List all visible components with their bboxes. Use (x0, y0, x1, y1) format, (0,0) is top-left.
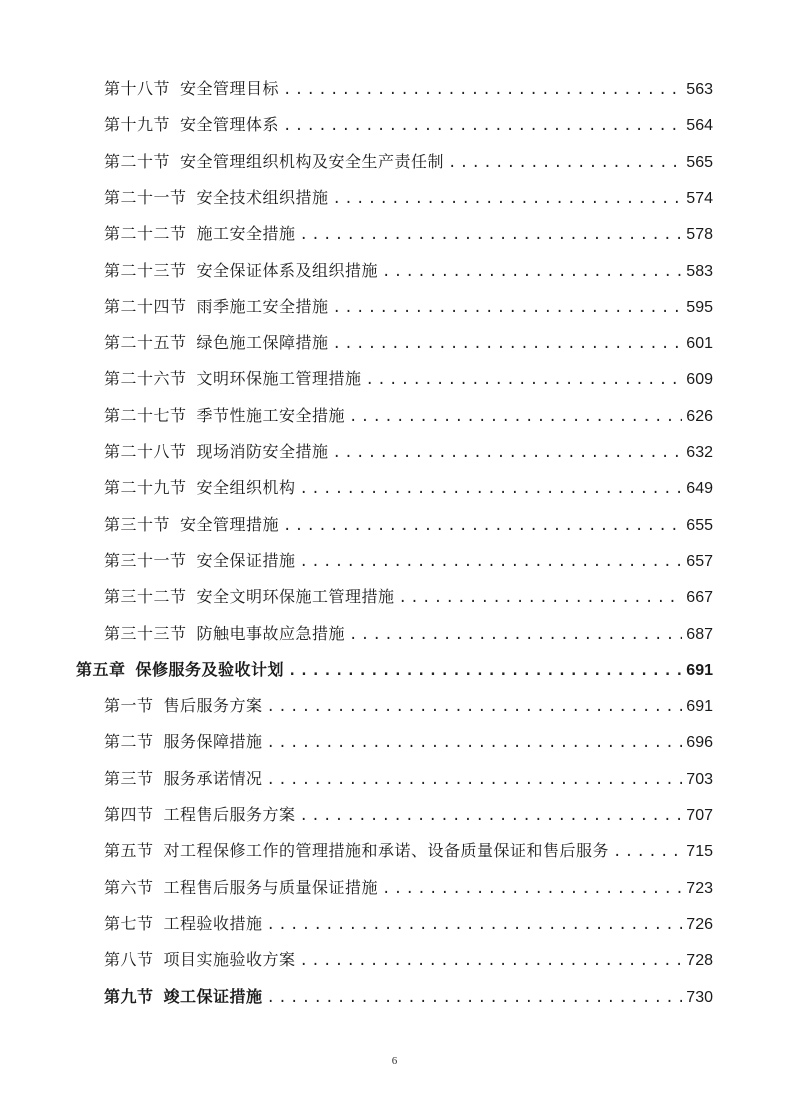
toc-section-entry[interactable] (104, 797, 713, 833)
toc-section-entry[interactable] (104, 906, 713, 942)
toc-entry-number: 第三十二节 (104, 587, 187, 607)
toc-entry-title: 安全管理组织机构及安全生产责任制 (180, 151, 445, 171)
toc-dot-leader (349, 399, 682, 434)
toc-dot-leader (267, 689, 683, 724)
toc-dot-leader (300, 544, 683, 579)
toc-entry-title: 安全管理目标 (180, 79, 280, 98)
toc-entry-number: 第七节 (104, 913, 154, 933)
toc-entry-number: 第三十三节 (104, 623, 187, 643)
toc-entry-page: 609 (686, 371, 713, 389)
toc-entry-title: 售后服务方案 (163, 696, 263, 716)
toc-entry-title: 工程验收措施 (163, 913, 263, 933)
toc-entry-page: 595 (686, 298, 713, 316)
toc-entry-number: 第二十七节 (104, 405, 187, 425)
toc-dot-leader (300, 471, 683, 506)
toc-entry-number: 第四节 (104, 805, 154, 824)
toc-dot-leader (333, 290, 683, 325)
toc-section-entry[interactable] (104, 543, 713, 579)
toc-entry-page: 565 (686, 153, 713, 171)
toc-entry-number: 第二十八节 (104, 442, 187, 461)
toc-entry-page: 728 (686, 952, 713, 970)
toc-dot-leader (267, 725, 683, 760)
toc-section-entry[interactable] (104, 398, 713, 434)
toc-entry-page: 715 (686, 843, 713, 861)
toc-entry-page: 667 (686, 589, 713, 607)
toc-entry-page: 723 (686, 879, 713, 897)
toc-entry-title: 安全管理措施 (180, 514, 280, 534)
toc-entry-page: 696 (686, 734, 713, 752)
toc-entry-title: 雨季施工安全措施 (196, 296, 329, 316)
toc-entry-title: 对工程保修工作的管理措施和承诺、设备质量保证和售后服务 (163, 841, 610, 861)
toc-entry-number: 第二十九节 (104, 478, 187, 498)
toc-entry-title: 工程售后服务与质量保证措施 (163, 877, 379, 897)
toc-entry-page: 574 (686, 189, 713, 207)
toc-section-entry[interactable] (104, 616, 713, 652)
toc-dot-leader (333, 435, 683, 470)
toc-dot-leader (333, 326, 683, 361)
toc-section-entry[interactable] (104, 870, 713, 906)
toc-dot-leader (300, 217, 683, 252)
toc-chapter-entry[interactable] (76, 652, 713, 688)
toc-section-entry[interactable] (104, 107, 713, 143)
toc-dot-leader (288, 653, 682, 688)
toc-entry-number: 第十九节 (104, 115, 171, 135)
toc-entry-page: 726 (686, 915, 713, 933)
toc-entry-number: 第二节 (104, 732, 154, 752)
toc-entry-page: 657 (686, 552, 713, 570)
toc-entry-title: 服务承诺情况 (163, 768, 263, 788)
toc-section-entry[interactable] (104, 761, 713, 797)
toc-dot-leader (300, 943, 683, 978)
toc-section-entry[interactable] (104, 579, 713, 615)
toc-entry-number: 第二十四节 (104, 296, 187, 316)
toc-entry-page: 703 (686, 770, 713, 788)
toc-entry-page: 687 (686, 625, 713, 643)
toc-entry-title: 安全文明环保施工管理措施 (196, 587, 395, 607)
toc-entry-page: 564 (686, 117, 713, 135)
toc-entry-number: 第九节 (104, 986, 154, 1006)
toc-section-entry[interactable] (104, 724, 713, 760)
toc-section-entry[interactable] (104, 325, 713, 361)
toc-entry-title: 防触电事故应急措施 (196, 623, 346, 643)
toc-entry-page: 649 (686, 480, 713, 498)
page-number: 6 (391, 1055, 398, 1067)
toc-entry-page: 583 (686, 262, 713, 280)
toc-entry-number: 第三节 (104, 768, 154, 788)
toc-entry-title: 现场消防安全措施 (196, 442, 329, 461)
toc-dot-leader (267, 907, 683, 942)
toc-entry-number: 第五章 (76, 659, 126, 679)
toc-dot-leader (283, 108, 682, 143)
toc-entry-number: 第十八节 (104, 79, 171, 98)
toc-dot-leader (349, 617, 682, 652)
toc-entry-title: 文明环保施工管理措施 (196, 369, 362, 389)
toc-entry-title: 施工安全措施 (196, 224, 296, 244)
toc-entry-title: 安全保证措施 (196, 550, 296, 570)
toc-entry-number: 第三十节 (104, 514, 171, 534)
toc-entry-page: 578 (686, 226, 713, 244)
toc-entry-page: 730 (686, 988, 713, 1006)
toc-dot-leader (382, 871, 682, 906)
toc-dot-leader (333, 181, 683, 216)
toc-section-entry[interactable] (104, 289, 713, 325)
toc-entry-title: 安全管理体系 (180, 115, 280, 135)
toc-entry-number: 第二十一节 (104, 187, 187, 207)
toc-dot-leader (399, 580, 683, 615)
toc-entry-number: 第三十一节 (104, 550, 187, 570)
toc-entry-title: 工程售后服务方案 (163, 805, 296, 824)
toc-entry-title: 项目实施验收方案 (163, 950, 296, 970)
toc-section-entry[interactable] (104, 71, 713, 107)
toc-dot-leader (283, 508, 682, 543)
toc-entry-title: 安全保证体系及组织措施 (196, 260, 379, 280)
toc-section-entry[interactable] (104, 833, 713, 869)
toc-entry-number: 第八节 (104, 950, 154, 970)
toc-section-entry[interactable] (104, 688, 713, 724)
toc-entry-number: 第五节 (104, 841, 154, 861)
toc-entry-page: 655 (686, 516, 713, 534)
toc-section-entry[interactable] (104, 216, 713, 252)
toc-dot-leader (300, 798, 683, 833)
toc-dot-leader (613, 834, 682, 869)
toc-entry-title: 安全技术组织措施 (196, 187, 329, 207)
toc-dot-leader (267, 980, 683, 1015)
toc-entry-number: 第一节 (104, 696, 154, 716)
toc-entry-title: 绿色施工保障措施 (196, 333, 329, 353)
toc-entry-title: 竣工保证措施 (163, 986, 263, 1006)
toc-dot-leader (267, 762, 683, 797)
toc-entry-title: 安全组织机构 (196, 478, 296, 498)
toc-section-entry[interactable] (104, 361, 713, 397)
toc-dot-leader (448, 145, 682, 180)
toc-section-entry[interactable] (104, 434, 713, 470)
toc-entry-number: 第二十六节 (104, 369, 187, 389)
toc-entry-number: 第二十五节 (104, 333, 187, 353)
toc-entry-title: 季节性施工安全措施 (196, 405, 346, 425)
toc-section-entry[interactable] (104, 470, 713, 506)
toc-entry-page: 632 (686, 444, 713, 461)
toc-entry-page: 707 (686, 807, 713, 824)
toc-section-entry[interactable] (104, 253, 713, 289)
toc-entry-page: 691 (686, 661, 713, 679)
toc-entry-number: 第二十节 (104, 151, 171, 171)
toc-entry-page: 626 (686, 407, 713, 425)
toc-entry-page: 691 (686, 698, 713, 716)
toc-entry-page: 563 (686, 81, 713, 98)
toc-entry-number: 第二十二节 (104, 224, 187, 244)
toc-dot-leader (382, 254, 682, 289)
toc-section-entry[interactable] (104, 144, 713, 180)
toc-dot-leader (283, 72, 682, 107)
toc-entry-number: 第六节 (104, 877, 154, 897)
toc-dot-leader (366, 362, 683, 397)
toc-entry-title: 服务保障措施 (163, 732, 263, 752)
toc-section-entry[interactable] (104, 507, 713, 543)
toc-entry-page: 601 (686, 335, 713, 353)
toc-section-entry[interactable] (104, 942, 713, 978)
toc-entry-number: 第二十三节 (104, 260, 187, 280)
toc-section-entry[interactable] (104, 979, 713, 1015)
toc-entry-title: 保修服务及验收计划 (135, 659, 285, 679)
toc-section-entry[interactable] (104, 180, 713, 216)
